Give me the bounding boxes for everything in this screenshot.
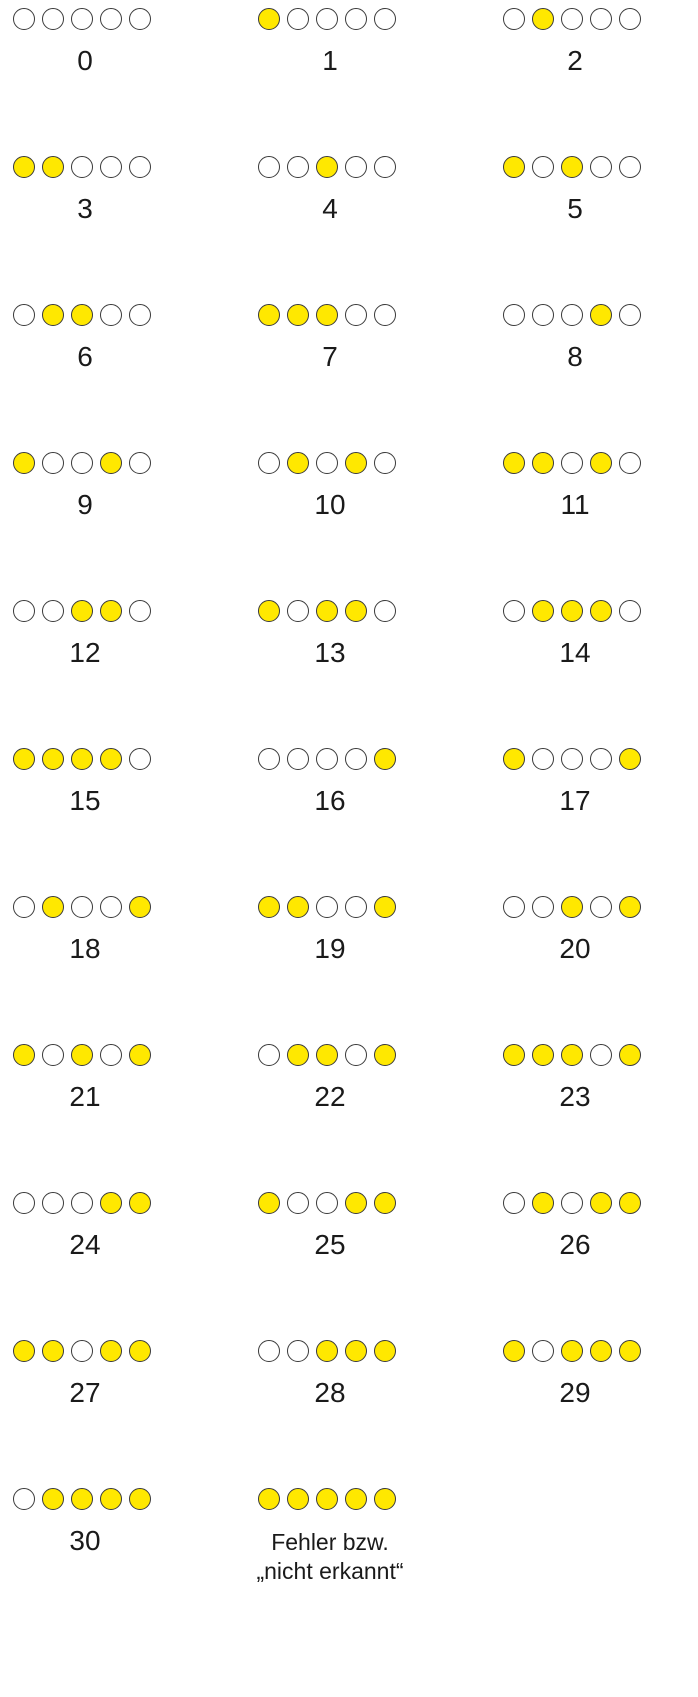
led-on-icon [42, 304, 64, 326]
code-cell [495, 296, 655, 416]
led-on-icon [100, 1192, 122, 1214]
led-on-icon [374, 1340, 396, 1362]
led-off-icon [71, 8, 93, 30]
led-off-icon [316, 748, 338, 770]
led-on-icon [287, 1488, 309, 1510]
led-on-icon [287, 1044, 309, 1066]
led-on-icon [100, 452, 122, 474]
led-off-icon [561, 8, 583, 30]
code-label: 24 [69, 1229, 101, 1260]
led-on-icon [42, 896, 64, 918]
code-cell [250, 0, 410, 120]
led-off-icon [503, 896, 525, 918]
led-on-icon [561, 896, 583, 918]
code-cell [495, 1184, 655, 1304]
led-off-icon [561, 1192, 583, 1214]
code-label: 17 [559, 785, 591, 816]
led-off-icon [287, 1192, 309, 1214]
led-row [503, 896, 647, 922]
led-on-icon [503, 748, 525, 770]
led-off-icon [374, 304, 396, 326]
code-label: 0 [77, 45, 93, 76]
led-off-icon [345, 1044, 367, 1066]
led-row [258, 304, 402, 330]
code-cell [5, 296, 165, 416]
led-off-icon [287, 156, 309, 178]
led-on-icon [42, 1488, 64, 1510]
code-label: 7 [322, 341, 338, 372]
led-on-icon [13, 1340, 35, 1362]
led-off-icon [590, 896, 612, 918]
led-off-icon [42, 600, 64, 622]
led-on-icon [503, 156, 525, 178]
code-label: 11 [560, 489, 590, 520]
led-row [503, 1192, 647, 1218]
led-on-icon [619, 1044, 641, 1066]
code-cell [5, 1036, 165, 1156]
code-cell [495, 592, 655, 712]
led-row [13, 600, 157, 626]
led-off-icon [100, 896, 122, 918]
led-row [13, 452, 157, 478]
led-on-icon [619, 748, 641, 770]
code-cell [250, 296, 410, 416]
led-off-icon [287, 600, 309, 622]
code-label: 26 [559, 1229, 591, 1260]
led-off-icon [619, 452, 641, 474]
code-cell [495, 1332, 655, 1452]
led-off-icon [619, 156, 641, 178]
led-row [13, 896, 157, 922]
led-row [258, 1340, 402, 1366]
led-off-icon [619, 304, 641, 326]
led-on-icon [590, 1192, 612, 1214]
led-on-icon [619, 896, 641, 918]
led-off-icon [374, 452, 396, 474]
led-on-icon [532, 1044, 554, 1066]
code-label: 19 [314, 933, 346, 964]
led-row [503, 8, 647, 34]
led-on-icon [42, 156, 64, 178]
code-label: 15 [69, 785, 101, 816]
code-label: 4 [322, 193, 338, 224]
led-off-icon [345, 8, 367, 30]
led-row [13, 1044, 157, 1070]
led-on-icon [561, 156, 583, 178]
led-on-icon [532, 600, 554, 622]
led-off-icon [374, 156, 396, 178]
led-on-icon [258, 1488, 280, 1510]
code-cell [250, 444, 410, 564]
led-row [258, 896, 402, 922]
led-on-icon [129, 1044, 151, 1066]
led-on-icon [316, 600, 338, 622]
code-label: 10 [314, 489, 346, 520]
code-cell [5, 888, 165, 1008]
led-on-icon [71, 748, 93, 770]
code-label: 8 [567, 341, 583, 372]
code-cell [5, 1332, 165, 1452]
led-off-icon [503, 1192, 525, 1214]
led-on-icon [42, 1340, 64, 1362]
led-off-icon [590, 8, 612, 30]
led-off-icon [100, 304, 122, 326]
led-on-icon [129, 1340, 151, 1362]
led-off-icon [71, 896, 93, 918]
led-row [13, 1192, 157, 1218]
led-on-icon [129, 896, 151, 918]
led-off-icon [13, 1488, 35, 1510]
led-off-icon [503, 304, 525, 326]
led-on-icon [316, 1488, 338, 1510]
led-on-icon [345, 1192, 367, 1214]
code-label: 16 [314, 785, 346, 816]
led-on-icon [129, 1192, 151, 1214]
led-on-icon [532, 1192, 554, 1214]
code-cell [250, 1480, 410, 1600]
code-label: 5 [567, 193, 583, 224]
led-on-icon [532, 8, 554, 30]
code-cell [250, 1332, 410, 1452]
code-label: 23 [559, 1081, 591, 1112]
led-off-icon [71, 452, 93, 474]
led-off-icon [13, 8, 35, 30]
led-on-icon [129, 1488, 151, 1510]
code-cell [495, 1036, 655, 1156]
led-on-icon [374, 1488, 396, 1510]
code-label-line: „nicht erkannt“ [256, 1558, 404, 1584]
led-on-icon [619, 1340, 641, 1362]
led-on-icon [71, 1044, 93, 1066]
led-row [13, 748, 157, 774]
led-off-icon [129, 156, 151, 178]
led-row [258, 452, 402, 478]
led-on-icon [100, 600, 122, 622]
led-off-icon [287, 8, 309, 30]
code-label [250, 1528, 410, 1586]
led-off-icon [316, 1192, 338, 1214]
led-on-icon [258, 8, 280, 30]
led-on-icon [316, 156, 338, 178]
led-on-icon [287, 452, 309, 474]
led-on-icon [532, 452, 554, 474]
led-row [13, 304, 157, 330]
led-row [13, 8, 157, 34]
led-on-icon [374, 1044, 396, 1066]
led-off-icon [503, 600, 525, 622]
led-off-icon [345, 304, 367, 326]
code-label: 20 [559, 933, 591, 964]
led-on-icon [561, 1044, 583, 1066]
code-cell [5, 1480, 165, 1600]
led-row [13, 1340, 157, 1366]
led-on-icon [100, 748, 122, 770]
led-on-icon [13, 748, 35, 770]
led-on-icon [345, 452, 367, 474]
led-row [258, 600, 402, 626]
led-on-icon [374, 896, 396, 918]
led-row [503, 1340, 647, 1366]
led-off-icon [258, 1044, 280, 1066]
led-off-icon [532, 156, 554, 178]
code-label: 13 [314, 637, 346, 668]
led-on-icon [345, 1488, 367, 1510]
led-off-icon [71, 1340, 93, 1362]
code-label: 22 [314, 1081, 346, 1112]
led-off-icon [287, 748, 309, 770]
led-on-icon [374, 748, 396, 770]
led-off-icon [345, 748, 367, 770]
code-label: 6 [77, 341, 93, 372]
led-off-icon [42, 1192, 64, 1214]
led-off-icon [258, 156, 280, 178]
led-off-icon [258, 748, 280, 770]
code-label: 9 [77, 489, 93, 520]
led-off-icon [129, 452, 151, 474]
code-label: 21 [69, 1081, 101, 1112]
led-row [503, 452, 647, 478]
led-row [503, 1044, 647, 1070]
code-cell [495, 148, 655, 268]
code-cell [5, 444, 165, 564]
led-row [258, 1192, 402, 1218]
led-off-icon [532, 304, 554, 326]
code-cell [250, 1184, 410, 1304]
led-off-icon [619, 600, 641, 622]
led-on-icon [100, 1340, 122, 1362]
code-cell [5, 592, 165, 712]
led-on-icon [561, 600, 583, 622]
code-label: 30 [69, 1525, 101, 1556]
led-off-icon [129, 304, 151, 326]
code-cell [5, 148, 165, 268]
led-row [13, 156, 157, 182]
code-cell [250, 888, 410, 1008]
led-row [258, 1044, 402, 1070]
led-on-icon [619, 1192, 641, 1214]
led-off-icon [13, 600, 35, 622]
led-off-icon [42, 452, 64, 474]
led-on-icon [287, 304, 309, 326]
led-off-icon [345, 896, 367, 918]
led-off-icon [42, 1044, 64, 1066]
led-on-icon [13, 452, 35, 474]
led-on-icon [100, 1488, 122, 1510]
led-off-icon [561, 452, 583, 474]
code-label: 28 [314, 1377, 346, 1408]
code-label: 25 [314, 1229, 346, 1260]
led-on-icon [374, 1192, 396, 1214]
code-cell [495, 888, 655, 1008]
led-off-icon [532, 748, 554, 770]
led-on-icon [345, 1340, 367, 1362]
code-cell [495, 444, 655, 564]
code-label: 14 [559, 637, 591, 668]
led-row [258, 1488, 402, 1514]
code-label-line: Fehler bzw. [271, 1529, 389, 1555]
led-on-icon [590, 304, 612, 326]
led-on-icon [503, 452, 525, 474]
code-label: 3 [77, 193, 93, 224]
led-on-icon [71, 600, 93, 622]
led-off-icon [100, 1044, 122, 1066]
code-cell [5, 1184, 165, 1304]
code-cell [250, 148, 410, 268]
led-row [258, 156, 402, 182]
led-off-icon [42, 8, 64, 30]
led-off-icon [129, 8, 151, 30]
led-off-icon [100, 156, 122, 178]
led-on-icon [71, 1488, 93, 1510]
code-cell [250, 592, 410, 712]
led-on-icon [590, 1340, 612, 1362]
code-label: 2 [567, 45, 583, 76]
led-on-icon [13, 156, 35, 178]
led-off-icon [619, 8, 641, 30]
code-label: 18 [69, 933, 101, 964]
led-off-icon [590, 156, 612, 178]
led-row [503, 304, 647, 330]
led-off-icon [71, 1192, 93, 1214]
led-on-icon [258, 896, 280, 918]
code-cell [250, 740, 410, 860]
code-cell [495, 0, 655, 120]
led-on-icon [258, 1192, 280, 1214]
led-on-icon [258, 304, 280, 326]
led-on-icon [258, 600, 280, 622]
led-off-icon [503, 8, 525, 30]
code-label: 27 [69, 1377, 101, 1408]
led-off-icon [345, 156, 367, 178]
led-off-icon [13, 304, 35, 326]
led-on-icon [503, 1340, 525, 1362]
led-on-icon [590, 452, 612, 474]
code-label: 1 [322, 45, 338, 76]
led-off-icon [316, 8, 338, 30]
led-off-icon [561, 304, 583, 326]
led-row [258, 8, 402, 34]
led-row [13, 1488, 157, 1514]
led-on-icon [316, 1340, 338, 1362]
led-off-icon [258, 1340, 280, 1362]
led-off-icon [561, 748, 583, 770]
led-row [503, 156, 647, 182]
led-row [503, 600, 647, 626]
led-row [258, 748, 402, 774]
led-off-icon [532, 896, 554, 918]
led-off-icon [316, 452, 338, 474]
led-off-icon [590, 748, 612, 770]
led-on-icon [590, 600, 612, 622]
led-on-icon [316, 1044, 338, 1066]
led-off-icon [71, 156, 93, 178]
led-on-icon [316, 304, 338, 326]
code-cell [5, 740, 165, 860]
code-label: 12 [69, 637, 101, 668]
led-off-icon [532, 1340, 554, 1362]
led-off-icon [129, 748, 151, 770]
led-off-icon [374, 600, 396, 622]
led-off-icon [287, 1340, 309, 1362]
led-on-icon [503, 1044, 525, 1066]
led-on-icon [561, 1340, 583, 1362]
led-off-icon [374, 8, 396, 30]
led-on-icon [345, 600, 367, 622]
led-on-icon [71, 304, 93, 326]
led-row [503, 748, 647, 774]
led-on-icon [13, 1044, 35, 1066]
code-cell [5, 0, 165, 120]
led-off-icon [13, 896, 35, 918]
led-off-icon [258, 452, 280, 474]
led-on-icon [42, 748, 64, 770]
led-off-icon [13, 1192, 35, 1214]
led-off-icon [100, 8, 122, 30]
led-off-icon [590, 1044, 612, 1066]
code-cell [495, 740, 655, 860]
led-off-icon [316, 896, 338, 918]
led-off-icon [129, 600, 151, 622]
code-cell [250, 1036, 410, 1156]
led-on-icon [287, 896, 309, 918]
code-label: 29 [559, 1377, 591, 1408]
